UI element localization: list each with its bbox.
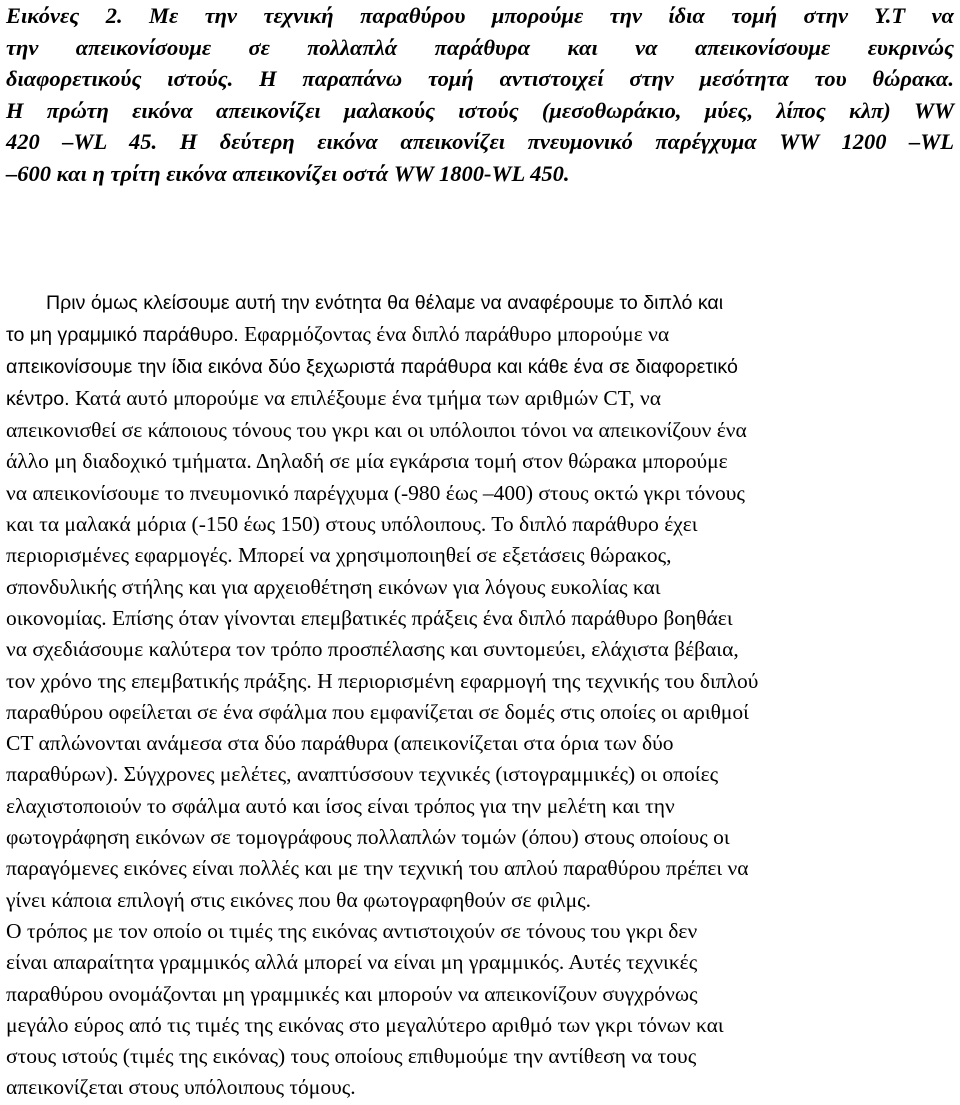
body-paragraph: [6, 288, 954, 1104]
body-line-serif: Εφαρμόζοντας ένα διπλό παράθυρο μπορούμε να: [244, 322, 670, 347]
body-line-serif: Κατά αυτό μπορούμε να επιλέξουμε ένα τμήμα των αριθμών CT, να: [75, 385, 662, 410]
body-line: να σχεδιάσουμε καλύτερα τον τρόπο προσπέλασης και συντομεύει, ελάχιστα βέβαια,: [6, 637, 739, 662]
body-line: φωτογράφηση εικόνων σε τομογράφους πολλαπλών τομών (όπου) στους οποίους οι: [6, 825, 730, 850]
body-line: γίνει κάποια επιλογή στις εικόνες που θα φωτογραφηθούν σε φιλμς.: [6, 887, 592, 912]
body-line-sans: κέντρο.: [6, 387, 75, 410]
body-line: να απεικονίσουμε το πνευμονικό παρέγχυμα (-980 έως –400) στους οκτώ γκρι τόνους: [6, 480, 745, 505]
body-line: [6, 383, 954, 415]
body-line: παραθύρων). Σύγχρονες μελέτες, αναπτύσσουν τεχνικές (ιστογραμμικές) οι οποίες: [6, 762, 719, 787]
body-line-sans: το μη γραμμικό παράθυρο.: [6, 324, 245, 347]
body-line: απεικονισθεί σε κάποιους τόνους του γκρι και οι υπόλοιποι τόνοι να απεικονίζουν ένα: [6, 418, 747, 443]
caption-line: 420 –WL 45. Η δεύτερη εικόνα απεικονίζει πνευμονικό παρέγχυμα WW 1200 –WL: [6, 129, 954, 154]
body-line: τον χρόνο της επεμβατικής πράξης. Η περιορισμένη εφαρμογή της τεχνικής του διπλού: [6, 668, 759, 693]
body-line: Ο τρόπος με τον οποίο οι τιμές της εικόνας αντιστοιχούν σε τόνους του γκρι δεν: [6, 918, 698, 943]
body-line: είναι απαραίτητα γραμμικός αλλά μπορεί να είναι μη γραμμικός. Αυτές τεχνικές: [6, 950, 698, 975]
body-line: και τα μαλακά μόρια (-150 έως 150) στους υπόλοιπους. Το διπλό παράθυρο έχει: [6, 512, 698, 537]
body-line: παραγόμενες εικόνες είναι πολλές και με την τεχνική του απλού παραθύρου πρέπει να: [6, 856, 749, 881]
caption-line: –600 και η τρίτη εικόνα απεικονίζει οστά WW 1800-WL 450.: [6, 160, 570, 186]
caption-line: διαφορετικούς ιστούς. Η παραπάνω τομή αντιστοιχεί στην μεσότητα του θώρακα.: [6, 66, 954, 91]
body-line-sans: Πριν όμως κλείσουμε αυτή την ενότητα θα θέλαμε να αναφέρουμε το διπλό και: [46, 292, 724, 314]
body-line: απεικονίζεται στους υπόλοιπους τόμους.: [6, 1075, 356, 1100]
body-line: [6, 288, 954, 319]
body-line-sans: απεικονίσουμε την ίδια εικόνα δύο ξεχωριστά παράθυρα και κάθε ένα σε διαφορετικό: [6, 355, 738, 378]
body-line: [6, 352, 954, 383]
body-line: άλλο μη διαδοχικό τμήματα. Δηλαδή σε μία εγκάρσια τομή στον θώρακα μπορούμε: [6, 449, 728, 474]
body-line: στους ιστούς (τιμές της εικόνας) τους οποίους επιθυμούμε την αντίθεση να τους: [6, 1044, 697, 1069]
body-line: οικονομίας. Επίσης όταν γίνονται επεμβατικές πράξεις ένα διπλό παράθυρο βοηθάει: [6, 605, 733, 630]
caption-line: Εικόνες 2. Με την τεχνική παραθύρου μπορούμε την ίδια τομή στην Υ.Τ να: [6, 3, 954, 28]
body-line: ελαχιστοποιούν το σφάλμα αυτό και ίσος είναι τρόπος για την μελέτη και την: [6, 793, 675, 818]
caption-line: την απεικονίσουμε σε πολλαπλά παράθυρα και να απεικονίσουμε ευκρινώς: [6, 34, 954, 60]
body-line: περιορισμένες εφαρμογές. Μπορεί να χρησιμοποιηθεί σε εξετάσεις θώρακος,: [6, 543, 672, 568]
body-line: [6, 319, 954, 351]
body-line: σπονδυλικής στήλης και για αρχειοθέτηση εικόνων για λόγους ευκολίας και: [6, 574, 661, 599]
body-line: μεγάλο εύρος από τις τιμές της εικόνας στο μεγαλύτερο αριθμό των γκρι τόνων και: [6, 1012, 724, 1037]
body-line: παραθύρου ονομάζονται μη γραμμικές και μπορούν να απεικονίζουν συγχρόνως: [6, 981, 698, 1006]
caption-line: Η πρώτη εικόνα απεικονίζει μαλακούς ιστούς (μεσοθωράκιο, μύες, λίπος κλπ) WW: [6, 97, 954, 123]
figure-caption: [6, 0, 954, 189]
body-line: παραθύρου οφείλεται σε ένα σφάλμα που εμφανίζεται σε δομές στις οποίες οι αριθμοί: [6, 699, 749, 724]
body-line: CT απλώνονται ανάμεσα στα δύο παράθυρα (απεικονίζεται στα όρια των δύο: [6, 731, 674, 756]
